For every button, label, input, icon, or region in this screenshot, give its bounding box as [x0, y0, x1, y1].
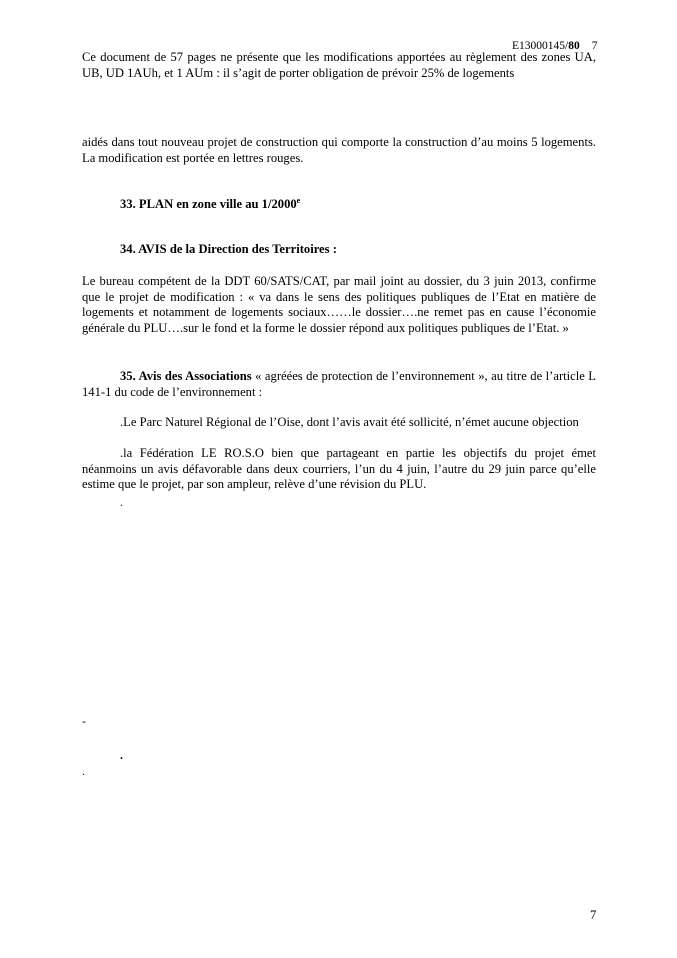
intro-paragraph-2: aidés dans tout nouveau projet de construction qui comporte la construction d’au moins 5 logements. La modification est portée en lettres rouges.	[82, 135, 596, 165]
reference-prefix: E13000145/	[512, 40, 569, 52]
section-33-title: 33. PLAN en zone ville au 1/2000	[120, 197, 297, 212]
section-34-body: Le bureau compétent de la DDT 60/SATS/CAT, par mail joint au dossier, du 3 juin 2013, confirme que le projet de modification : « va dans le sens des politiques publiques de l’Etat en matière de logements et notamment de logements sociaux……le dossier….ne remet pas en cause l’économie générale du PLU….sur le fond et la forme le dossier répond aux politiques publiques de l’Etat. »	[82, 274, 596, 335]
stray-dash-mark: -	[82, 714, 86, 728]
section-35-paragraph	[82, 369, 596, 400]
intro-paragraph-1: Ce document de 57 pages ne présente que les modifications apportées au règlement des zones UA, UB, UD 1AUh, et 1 AUm : il s’agit de porter obligation de prévoir 25% de logements	[82, 50, 596, 80]
association-item-federation-roso: .la Fédération LE RO.S.O bien que partageant en partie les objectifs du projet émet néanmoins un avis défavorable dans deux courriers, l’un du 4 juin, l’autre du 29 juin parce qu’elle estime que le projet, par son ampleur, relève d’une révision du PLU.	[82, 446, 596, 491]
stray-dot-mark: .	[120, 495, 123, 509]
section-33-superscript: e	[296, 196, 301, 205]
footer-page-number: 7	[590, 908, 597, 922]
section-35-title-rest: « agréées de protection de l’environnement », au titre de l’article L 141-1 du code de l’environnement :	[82, 369, 597, 399]
section-33-heading	[120, 196, 300, 212]
stray-dot-mark-2: .	[120, 748, 123, 762]
section-35-title: 35. Avis des Associations	[120, 369, 252, 383]
association-item-parc-naturel: .Le Parc Naturel Régional de l’Oise, dont l’avis avait été sollicité, n’émet aucune objection	[120, 415, 579, 429]
section-34-heading: 34. AVIS de la Direction des Territoires :	[120, 242, 337, 256]
reference-bold-number: 80	[568, 40, 580, 52]
header-page-number: 7	[591, 40, 598, 52]
stray-dot-mark-3: .	[82, 764, 85, 778]
